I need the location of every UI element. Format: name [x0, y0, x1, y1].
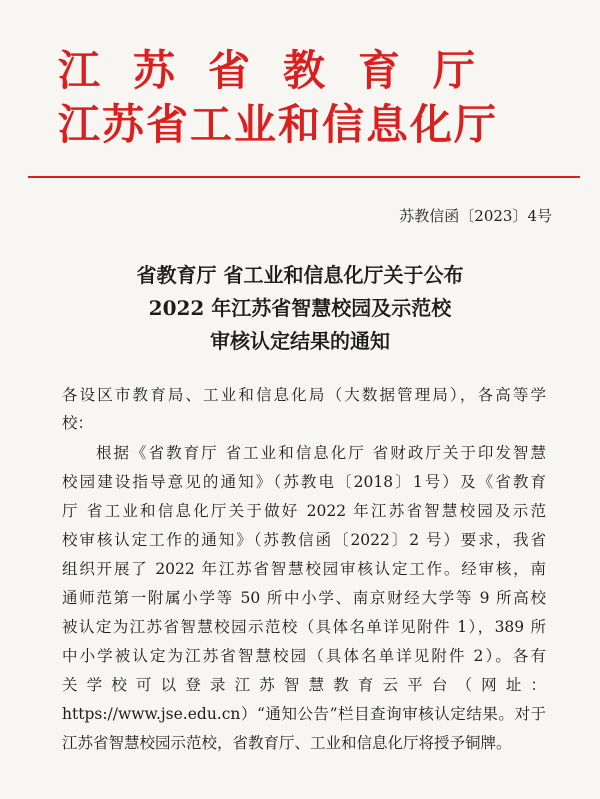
document-title-line-1: 省教育厅 省工业和信息化厅关于公布	[136, 263, 464, 287]
addressee-line-1: 各设区市教育局、工业和信息化局（大数据管理局），各高等学	[62, 386, 546, 404]
red-header-rule	[28, 176, 580, 178]
body-line-8: 中小学被认定为江苏省智慧校园（具体名单详见附件 2）。各有	[62, 647, 546, 665]
body-line-5: 组织开展了 2022 年江苏省智慧校园审核认定工作。经审核，南	[62, 560, 546, 578]
issuer-name-education: 江苏省教育厅	[58, 46, 509, 95]
body-line-3: 厅 省工业和信息化厅关于做好 2022 年江苏省智慧校园及示范	[62, 502, 546, 520]
body-line-7: 被认定为江苏省智慧校园示范校（具体名单详见附件 1），389 所	[62, 618, 546, 636]
body-line-10: https://www.jse.edu.cn）“通知公告”栏目查询审核认定结果。对于	[62, 705, 546, 723]
body-line-9: 关学校可以登录江苏智慧教育云平台（网址：	[62, 676, 546, 694]
issuer-name-industry: 江苏省工业和信息化厅	[58, 100, 499, 149]
body-line-11: 江苏省智慧校园示范校，省教育厅、工业和信息化厅将授予铜牌。	[62, 734, 512, 752]
document-title-line-2: 2022 年江苏省智慧校园及示范校	[148, 296, 452, 320]
body-line-4: 校审核认定工作的通知》（苏教信函〔2022〕2 号）要求，我省	[62, 531, 546, 549]
document-number: 苏教信函〔2023〕4号	[399, 207, 552, 225]
addressee-line-2: 校：	[62, 414, 94, 432]
document-title-line-3: 审核认定结果的通知	[210, 329, 390, 353]
body-line-1: 根据《省教育厅 省工业和信息化厅 省财政厅关于印发智慧	[96, 444, 546, 462]
body-line-6: 通师范第一附属小学等 50 所中小学、南京财经大学等 9 所高校	[62, 589, 546, 607]
body-line-2: 校园建设指导意见的通知》（苏教电〔2018〕1号）及《省教育	[62, 473, 546, 491]
